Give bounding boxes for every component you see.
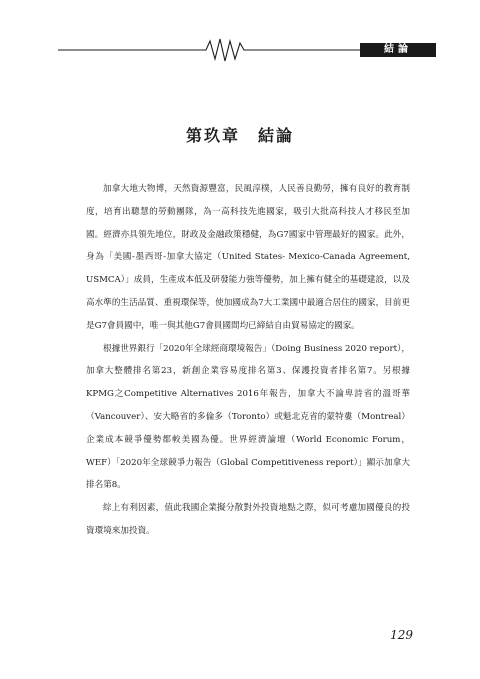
section-tab: 結論 [360, 43, 436, 57]
paragraph: 綜上有利因素，值此我國企業擬分散對外投資地點之際，似可考慮加國優良的投資環境來加投資。 [86, 503, 410, 536]
body-text [86, 178, 410, 543]
paragraph: 加拿大地大物博，天然資源豐富，民風淳樸，人民善良勤勞，擁有良好的教育制度，培育出聰慧的勞動團隊，為一高科技先進國家，吸引大批高科技人才移民至加國。經濟亦具領先地位，財政及金融政策穩健，為G7國家中管理最好的國家。此外，身為「美國-墨西哥-加拿大協定（United States- Mexico-Canada Agreement, USMCA）」成員，生產成本低及研發能力強等優勢，加上擁有健全的基礎建設，以及高水準的生活品質、重視環保等，使加國成為7大工業國中最適合居住的國家，目前更是G7會員國中，唯一與其他G7會員國間均已締結自由貿易協定的國家。 [86, 184, 410, 331]
chapter-title: 第玖章 結論 [185, 126, 294, 145]
running-header [58, 35, 436, 65]
page-number: 129 [390, 628, 413, 642]
paragraph: 根據世界銀行「2020年全球經商環境報告」（Doing Business 2020 report），加拿大整體排名第23，新創企業容易度排名第3、保護投資者排名第7。另根據KPMG之Competitive Alternatives 2016年報告，加拿大不論卑詩省的溫哥華（Vancouver）、安大略省的多倫多（Toronto）或魁北克省的蒙特婁（Montreal）企業成本競爭優勢都較美國為優。世界經濟論壇（World Economic Forum，WEF）「2020年全球競爭力報告（Global Competitiveness report）」顯示加拿大排名第8。 [86, 343, 410, 491]
